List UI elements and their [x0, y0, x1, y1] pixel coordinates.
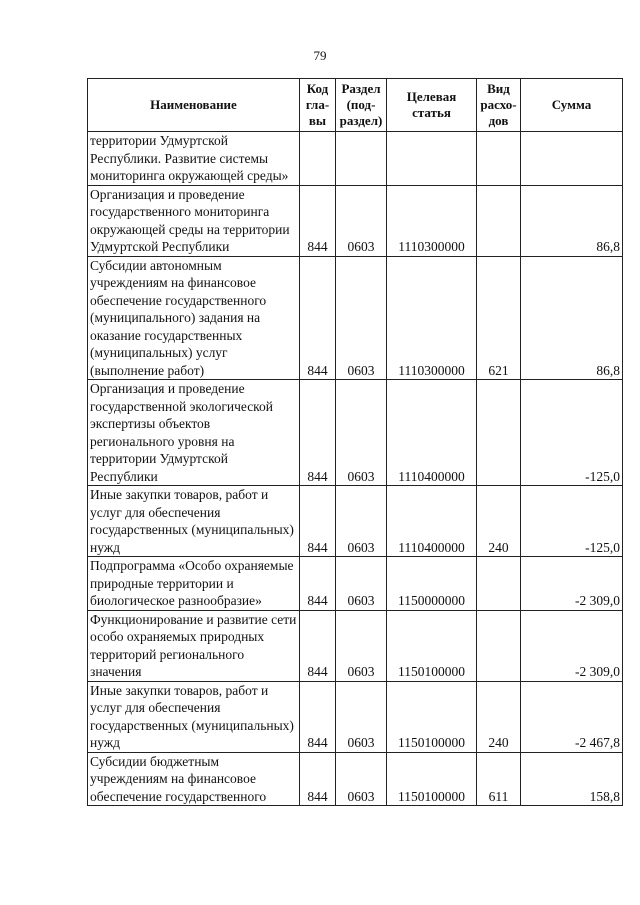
cell-code: 844 — [300, 380, 336, 486]
cell-article: 1110400000 — [387, 380, 477, 486]
table-row — [88, 752, 623, 806]
table-header-row — [88, 79, 623, 132]
cell-name: Субсидии автономным учреждениям на финансовое обеспечение государственного (муниципального) задания на оказание государственных (муниципальных) услуг (выполнение работ) — [88, 256, 300, 380]
column-header-code: Код гла- вы — [300, 79, 336, 132]
cell-name: Функционирование и развитие сети особо охраняемых природных территорий регионального значения — [88, 610, 300, 681]
table-row — [88, 681, 623, 752]
column-header-type: Вид расхо- дов — [477, 79, 521, 132]
cell-section: 0603 — [336, 752, 387, 806]
cell-article: 1150100000 — [387, 681, 477, 752]
cell-article: 1150100000 — [387, 610, 477, 681]
table-row — [88, 557, 623, 611]
cell-name: Организация и проведение государственного мониторинга окружающей среды на территории Удмуртской Республики — [88, 185, 300, 256]
cell-article: 1150100000 — [387, 752, 477, 806]
table-row — [88, 380, 623, 486]
cell-type: 621 — [477, 256, 521, 380]
table-row — [88, 486, 623, 557]
table-row — [88, 132, 623, 186]
cell-sum: -2 309,0 — [521, 557, 623, 611]
cell-name: Иные закупки товаров, работ и услуг для обеспечения государственных (муниципальных) нужд — [88, 681, 300, 752]
cell-type — [477, 132, 521, 186]
cell-sum: -125,0 — [521, 380, 623, 486]
column-header-name: Наименование — [88, 79, 300, 132]
cell-section: 0603 — [336, 256, 387, 380]
budget-table — [87, 78, 623, 806]
cell-name: Иные закупки товаров, работ и услуг для обеспечения государственных (муниципальных) нужд — [88, 486, 300, 557]
cell-code: 844 — [300, 610, 336, 681]
cell-sum: -2 467,8 — [521, 681, 623, 752]
table-row — [88, 256, 623, 380]
column-header-sum: Сумма — [521, 79, 623, 132]
cell-section: 0603 — [336, 380, 387, 486]
cell-name: Организация и проведение государственной экологической экспертизы объектов регионального уровня на территории Удмуртской Республики — [88, 380, 300, 486]
cell-sum: 86,8 — [521, 256, 623, 380]
cell-section: 0603 — [336, 486, 387, 557]
cell-code: 844 — [300, 256, 336, 380]
cell-type — [477, 185, 521, 256]
table-row — [88, 610, 623, 681]
page-number: 79 — [313, 48, 327, 63]
cell-type — [477, 380, 521, 486]
cell-sum: -125,0 — [521, 486, 623, 557]
cell-section: 0603 — [336, 681, 387, 752]
cell-section: 0603 — [336, 185, 387, 256]
cell-name: Субсидии бюджетным учреждениям на финансовое обеспечение государственного — [88, 752, 300, 806]
table-row — [88, 185, 623, 256]
column-header-article: Целевая статья — [387, 79, 477, 132]
cell-type: 240 — [477, 681, 521, 752]
cell-section: 0603 — [336, 610, 387, 681]
cell-article: 1110400000 — [387, 486, 477, 557]
column-header-section: Раздел (под- раздел) — [336, 79, 387, 132]
cell-name: территории Удмуртской Республики. Развитие системы мониторинга окружающей среды» — [88, 132, 300, 186]
cell-code: 844 — [300, 185, 336, 256]
cell-code — [300, 132, 336, 186]
cell-sum: 158,8 — [521, 752, 623, 806]
cell-sum: 86,8 — [521, 185, 623, 256]
cell-name: Подпрограмма «Особо охраняемые природные территории и биологическое разнообразие» — [88, 557, 300, 611]
cell-article: 1150000000 — [387, 557, 477, 611]
cell-type — [477, 610, 521, 681]
cell-sum — [521, 132, 623, 186]
cell-code: 844 — [300, 752, 336, 806]
table-body — [88, 132, 623, 806]
cell-article: 1110300000 — [387, 185, 477, 256]
cell-type — [477, 557, 521, 611]
cell-article: 1110300000 — [387, 256, 477, 380]
cell-section: 0603 — [336, 557, 387, 611]
cell-section — [336, 132, 387, 186]
cell-code: 844 — [300, 557, 336, 611]
cell-code: 844 — [300, 486, 336, 557]
cell-article — [387, 132, 477, 186]
cell-type: 611 — [477, 752, 521, 806]
cell-code: 844 — [300, 681, 336, 752]
cell-type: 240 — [477, 486, 521, 557]
cell-sum: -2 309,0 — [521, 610, 623, 681]
